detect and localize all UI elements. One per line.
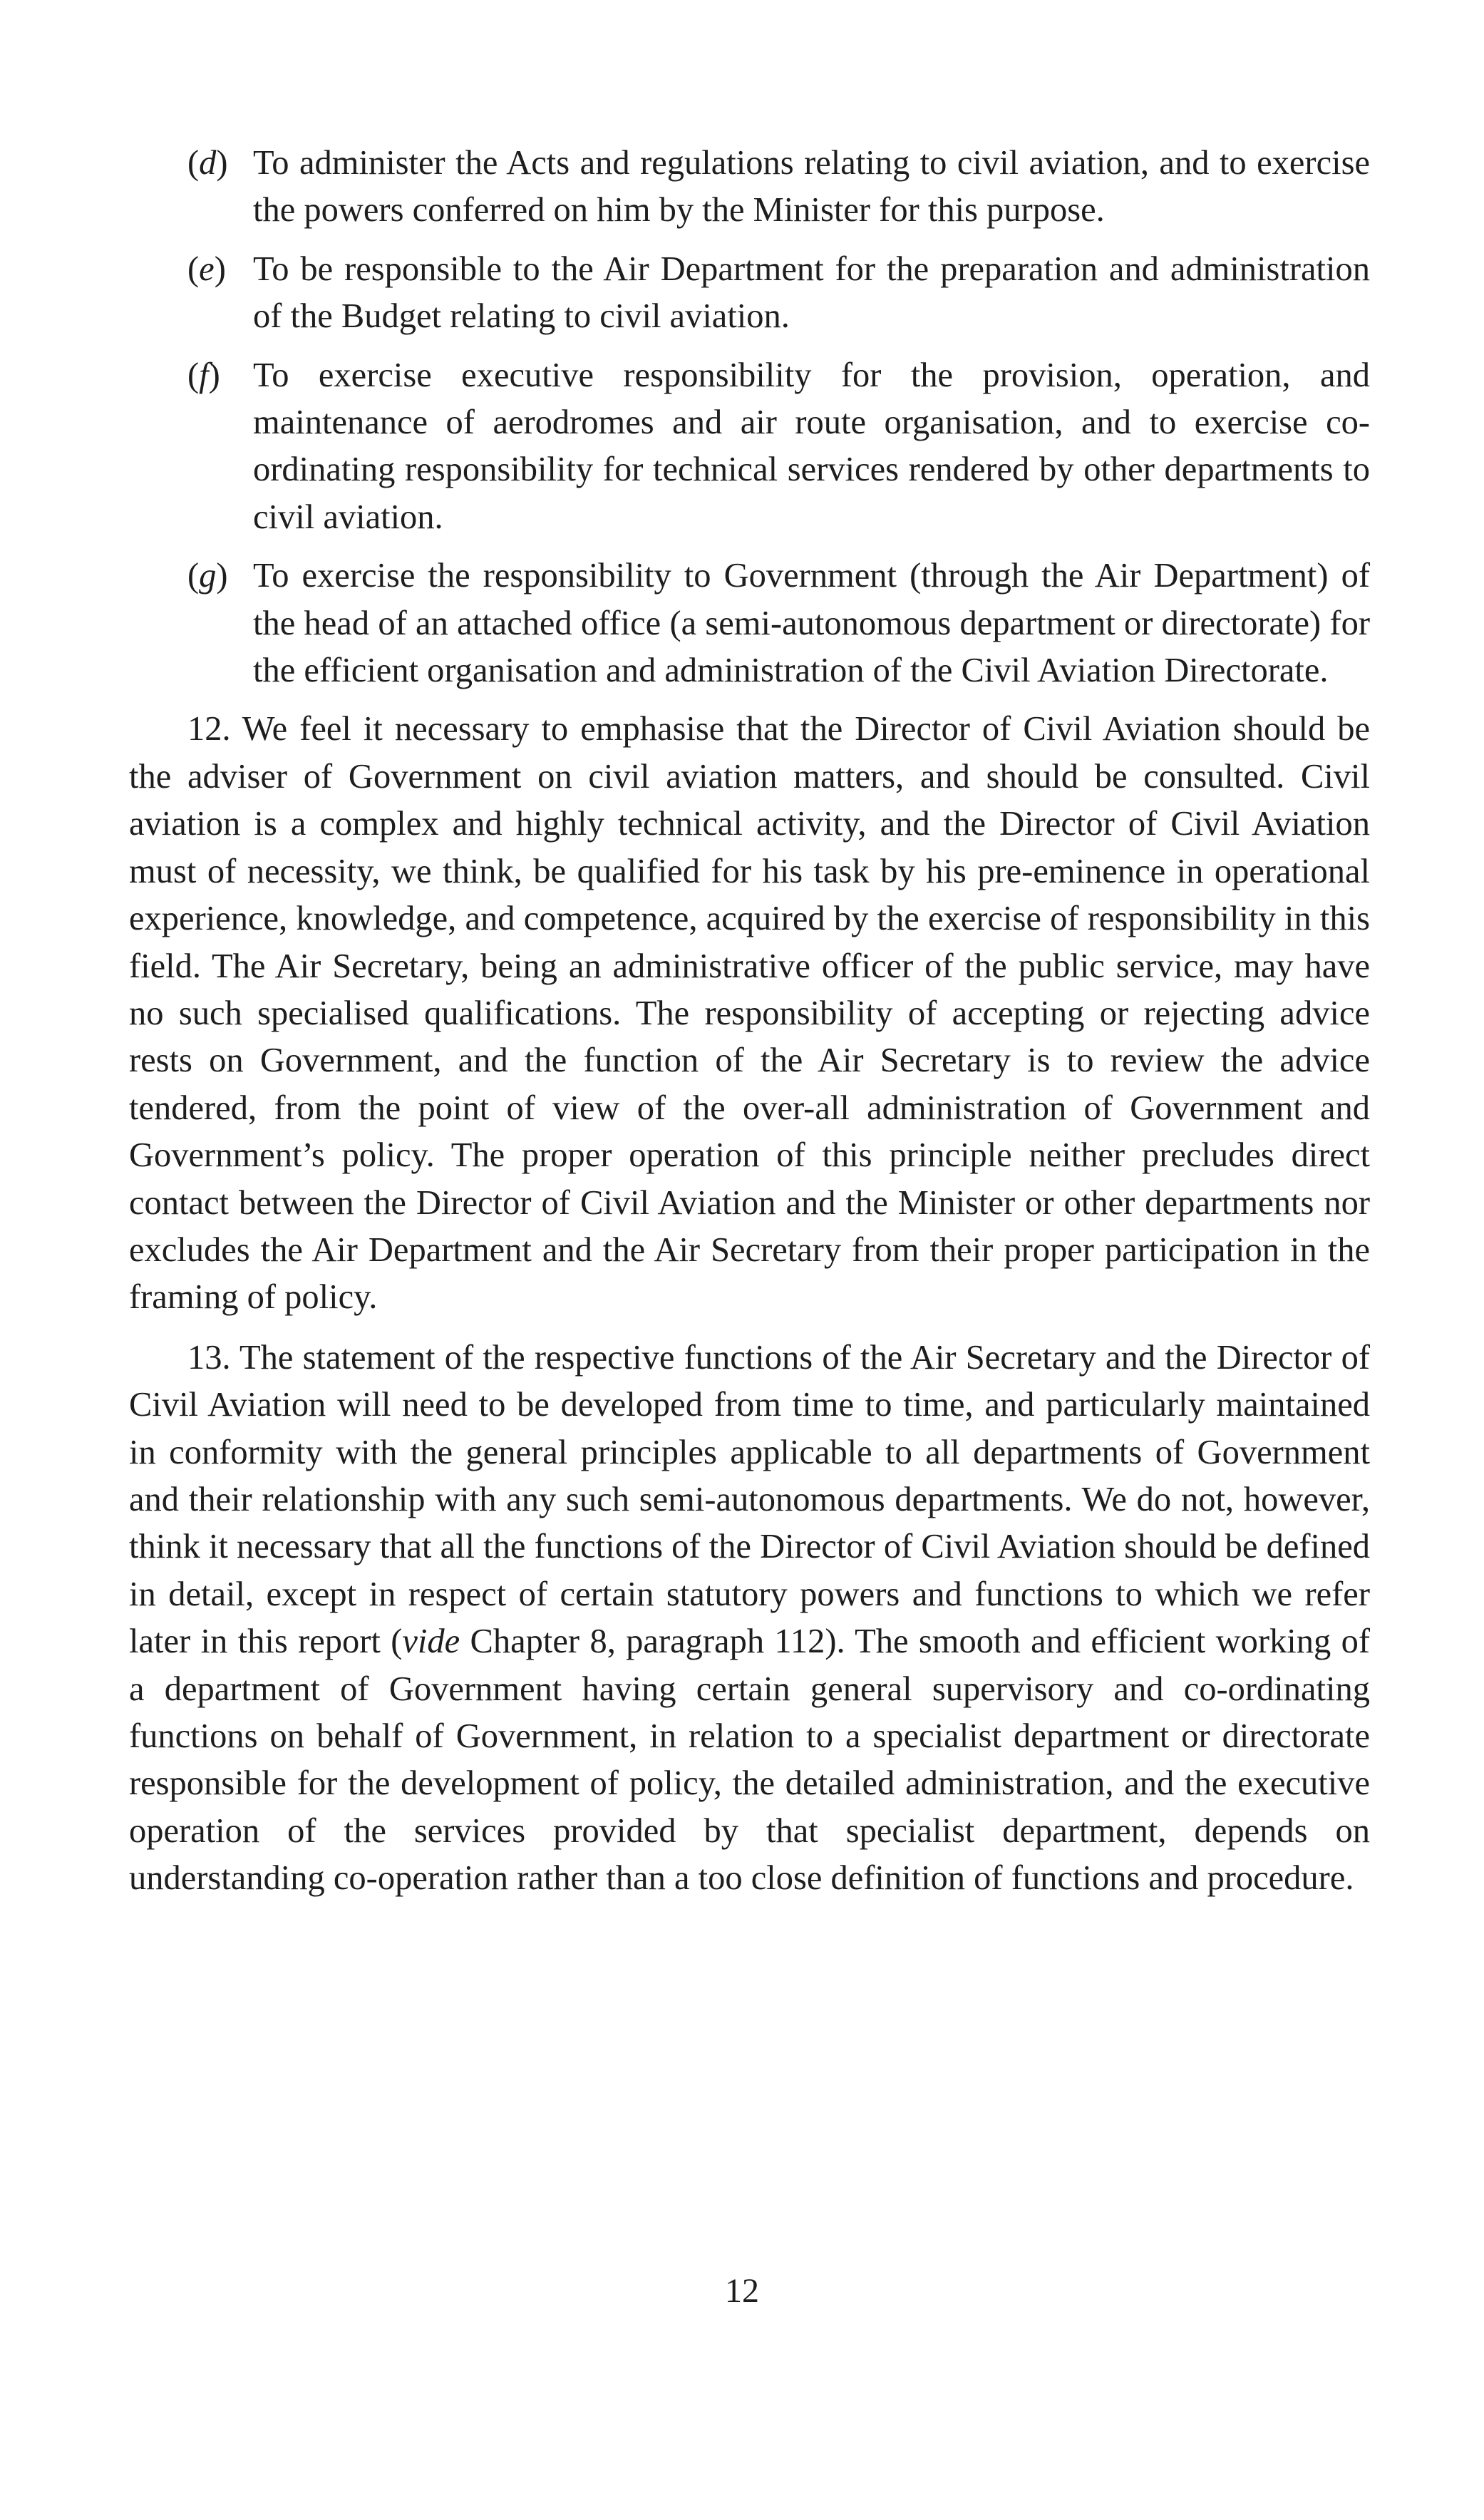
item-label-f: (f) xyxy=(187,356,220,394)
paragraph-number: 12. xyxy=(187,710,231,749)
item-label-g: (g) xyxy=(187,557,228,595)
list-item-d xyxy=(129,140,1370,235)
page-number: 12 xyxy=(725,2272,759,2310)
item-text-e: To be responsible to the Air Department for the preparation and administration of the Budget relating to civil aviation. xyxy=(253,250,1370,336)
paragraph-text-before: The statement of the respective functions of the Air Secretary and the Director of Civil Aviation will need to be developed from time to time, and particularly maintained in conformity with the general principles applicable to all departments of Government and their relationship with any such semi-autonomous departments. We do not, however, think it necessary that all the functions of the Director of Civil Aviation should be defined in detail, except in respect of certain statutory powers and functions to which we refer later in this report ( xyxy=(129,1338,1371,1661)
paragraph-number: 13. xyxy=(187,1338,231,1377)
item-label-e: (e) xyxy=(187,250,226,288)
list-item-g xyxy=(129,552,1370,694)
body-text xyxy=(129,140,1370,1915)
paragraph-13 xyxy=(129,1334,1370,1903)
item-label-d: (d) xyxy=(187,144,228,182)
vide-reference: vide xyxy=(402,1622,460,1661)
item-text-g: To exercise the responsibility to Government (through the Air Department) of the head of an attached office (a semi-autonomous department or directorate) for the efficient organisation and administration of the Civil Aviation Directorate. xyxy=(253,557,1370,690)
list-item-f xyxy=(129,352,1370,542)
paragraph-text: We feel it necessary to emphasise that the Director of Civil Aviation should be the adviser of Government on civil aviation matters, and should be consulted. Civil aviation is a complex and highly technical activity, and the Director of Civil Aviation must of necessity, we think, be qualified for his task by his pre-eminence in operational experience, knowledge, and competence, acquired by the exercise of responsibility in this field. The Air Secretary, being an administrative officer of the public service, may have no such specialised qualifications. The responsibility of accepting or rejecting advice rests on Government, and the function of the Air Secretary is to review the advice tendered, from the point of view of the over-all administration of Government and Government’s policy. The proper operation of this principle neither precludes direct contact between the Director of Civil Aviation and the Minister or other departments nor excludes the Air Department and the Air Secretary from their proper participation in the framing of policy. xyxy=(129,710,1370,1317)
paragraph-12 xyxy=(129,706,1370,1321)
item-text-f: To exercise executive responsibility for the provision, operation, and maintenance of aerodromes and air route organisation, and to exercise co-ordinating responsibility for technical services rendered by other departments to civil aviation. xyxy=(253,356,1370,536)
list-item-e xyxy=(129,246,1370,341)
paragraph-text-after: Chapter 8, paragraph 112). The smooth and efficient working of a department of Government having certain general supervisory and co-ordinating functions on behalf of Government, in relation to a specialist department or directorate responsible for the development of policy, the detailed administration, and the executive operation of the services provided by that specialist department, depends on understanding co-operation rather than a too close definition of functions and procedure. xyxy=(129,1622,1370,1898)
item-text-d: To administer the Acts and regulations relating to civil aviation, and to exercise the powers conferred on him by the Minister for this purpose. xyxy=(253,144,1370,230)
